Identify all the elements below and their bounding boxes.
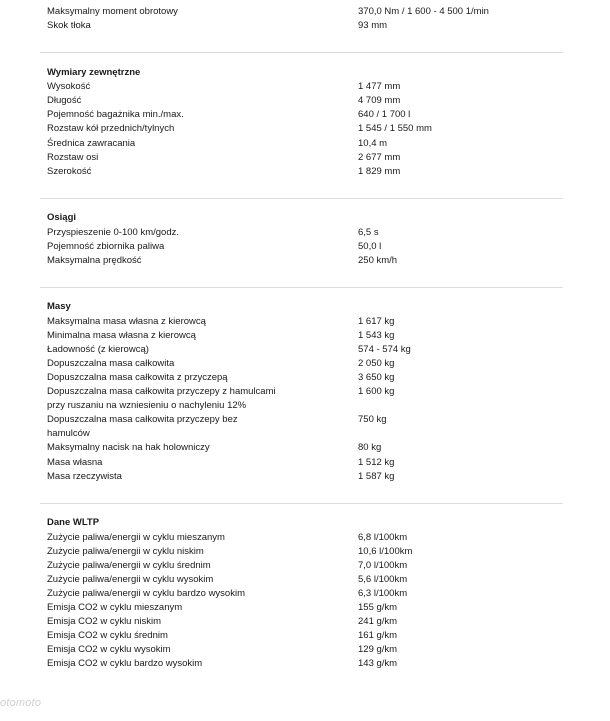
spec-value: 143 g/km xyxy=(358,658,398,669)
spec-value: 129 g/km xyxy=(358,644,398,655)
spec-value: 7,0 l/100km xyxy=(358,560,408,571)
spec-value: 640 / 1 700 l xyxy=(358,109,411,120)
spec-row xyxy=(47,80,567,94)
spec-row xyxy=(47,441,567,455)
spec-row xyxy=(47,5,567,19)
spec-row xyxy=(47,240,567,254)
spec-label: Dopuszczalna masa całkowita przyczepy z hamulcami przy ruszaniu na wzniesieniu o nachyleniu 12% xyxy=(47,386,276,411)
spec-value: 2 050 kg xyxy=(358,358,395,369)
spec-row xyxy=(47,19,567,33)
section-divider xyxy=(40,198,563,199)
spec-value: 750 kg xyxy=(358,414,387,425)
spec-label: Przyspieszenie 0-100 km/godz. xyxy=(47,227,180,238)
spec-row xyxy=(47,601,567,615)
spec-row xyxy=(47,643,567,657)
spec-row xyxy=(47,531,567,545)
spec-label: Masa rzeczywista xyxy=(47,471,122,482)
spec-value: 5,6 l/100km xyxy=(358,574,408,585)
spec-label: Rozstaw osi xyxy=(47,152,99,163)
spec-row xyxy=(47,470,567,484)
spec-label: Maksymalna masa własna z kierowcą xyxy=(47,316,206,327)
spec-label: Maksymalna prędkość xyxy=(47,255,142,266)
section-divider xyxy=(40,503,563,504)
spec-row xyxy=(47,573,567,587)
spec-value: 10,6 l/100km xyxy=(358,546,413,557)
spec-label: Emisja CO2 w cyklu niskim xyxy=(47,616,162,627)
section-heading-masses: Masy xyxy=(47,301,71,312)
spec-row xyxy=(47,657,567,671)
spec-value: 80 kg xyxy=(358,442,382,453)
spec-value: 2 677 mm xyxy=(358,152,401,163)
spec-label: Skok tłoka xyxy=(47,20,91,31)
spec-value: 6,5 s xyxy=(358,227,379,238)
spec-label: Zużycie paliwa/energii w cyklu bardzo wysokim xyxy=(47,588,245,599)
spec-row xyxy=(47,94,567,108)
spec-row xyxy=(47,122,567,136)
spec-label: Zużycie paliwa/energii w cyklu niskim xyxy=(47,546,204,557)
spec-value: 10,4 m xyxy=(358,138,388,149)
spec-row xyxy=(47,329,567,343)
spec-label: Emisja CO2 w cyklu mieszanym xyxy=(47,602,183,613)
spec-value: 161 g/km xyxy=(358,630,398,641)
spec-value: 4 709 mm xyxy=(358,95,401,106)
spec-row xyxy=(47,413,567,441)
spec-label: Minimalna masa własna z kierowcą xyxy=(47,330,196,341)
spec-value: 1 600 kg xyxy=(358,386,395,397)
spec-row xyxy=(47,456,567,470)
spec-value: 370,0 Nm / 1 600 - 4 500 1/min xyxy=(358,6,489,17)
spec-row xyxy=(47,343,567,357)
spec-label: Emisja CO2 w cyklu średnim xyxy=(47,630,168,641)
spec-row xyxy=(47,108,567,122)
spec-row xyxy=(47,357,567,371)
spec-row xyxy=(47,545,567,559)
spec-row xyxy=(47,165,567,179)
spec-row xyxy=(47,226,567,240)
spec-value: 155 g/km xyxy=(358,602,398,613)
spec-value: 1 829 mm xyxy=(358,166,401,177)
spec-label: Dopuszczalna masa całkowita xyxy=(47,358,175,369)
spec-label: Zużycie paliwa/energii w cyklu wysokim xyxy=(47,574,214,585)
section-divider xyxy=(40,287,563,288)
spec-row xyxy=(47,587,567,601)
spec-label: Szerokość xyxy=(47,166,92,177)
spec-row xyxy=(47,151,567,165)
spec-value: 3 650 kg xyxy=(358,372,395,383)
spec-label: Dopuszczalna masa całkowita przyczepy bez hamulców xyxy=(47,414,238,439)
spec-label: Pojemność zbiornika paliwa xyxy=(47,241,165,252)
spec-label: Średnica zawracania xyxy=(47,138,136,149)
spec-label: Emisja CO2 w cyklu bardzo wysokim xyxy=(47,658,203,669)
spec-label: Długość xyxy=(47,95,82,106)
spec-label: Zużycie paliwa/energii w cyklu mieszanym xyxy=(47,532,225,543)
spec-value: 1 617 kg xyxy=(358,316,395,327)
section-divider xyxy=(40,52,563,53)
spec-label: Ładowność (z kierowcą) xyxy=(47,344,149,355)
watermark-logo: otomoto xyxy=(0,697,42,709)
spec-label: Masa własna xyxy=(47,457,103,468)
spec-row xyxy=(47,371,567,385)
spec-row xyxy=(47,254,567,268)
spec-value: 1 512 kg xyxy=(358,457,395,468)
spec-label: Emisja CO2 w cyklu wysokim xyxy=(47,644,171,655)
spec-value: 93 mm xyxy=(358,20,388,31)
spec-value: 1 545 / 1 550 mm xyxy=(358,123,432,134)
spec-label: Rozstaw kół przednich/tylnych xyxy=(47,123,175,134)
spec-value: 1 587 kg xyxy=(358,471,395,482)
spec-value: 50,0 l xyxy=(358,241,382,252)
spec-label: Maksymalny nacisk na hak holowniczy xyxy=(47,442,210,453)
spec-label: Wysokość xyxy=(47,81,91,92)
spec-label: Maksymalny moment obrotowy xyxy=(47,6,178,17)
spec-value: 250 km/h xyxy=(358,255,398,266)
spec-row xyxy=(47,615,567,629)
section-heading-dimensions: Wymiary zewnętrzne xyxy=(47,67,141,78)
spec-row xyxy=(47,629,567,643)
spec-value: 1 543 kg xyxy=(358,330,395,341)
spec-value: 574 - 574 kg xyxy=(358,344,411,355)
spec-label: Pojemność bagażnika min./max. xyxy=(47,109,184,120)
spec-row xyxy=(47,559,567,573)
spec-label: Dopuszczalna masa całkowita z przyczepą xyxy=(47,372,228,383)
spec-value: 1 477 mm xyxy=(358,81,401,92)
section-heading-wltp: Dane WLTP xyxy=(47,517,100,528)
spec-row xyxy=(47,137,567,151)
spec-value: 6,8 l/100km xyxy=(358,532,408,543)
spec-row xyxy=(47,385,567,413)
spec-row xyxy=(47,315,567,329)
spec-label: Zużycie paliwa/energii w cyklu średnim xyxy=(47,560,211,571)
section-heading-performance: Osiągi xyxy=(47,212,77,223)
spec-value: 6,3 l/100km xyxy=(358,588,408,599)
spec-value: 241 g/km xyxy=(358,616,398,627)
